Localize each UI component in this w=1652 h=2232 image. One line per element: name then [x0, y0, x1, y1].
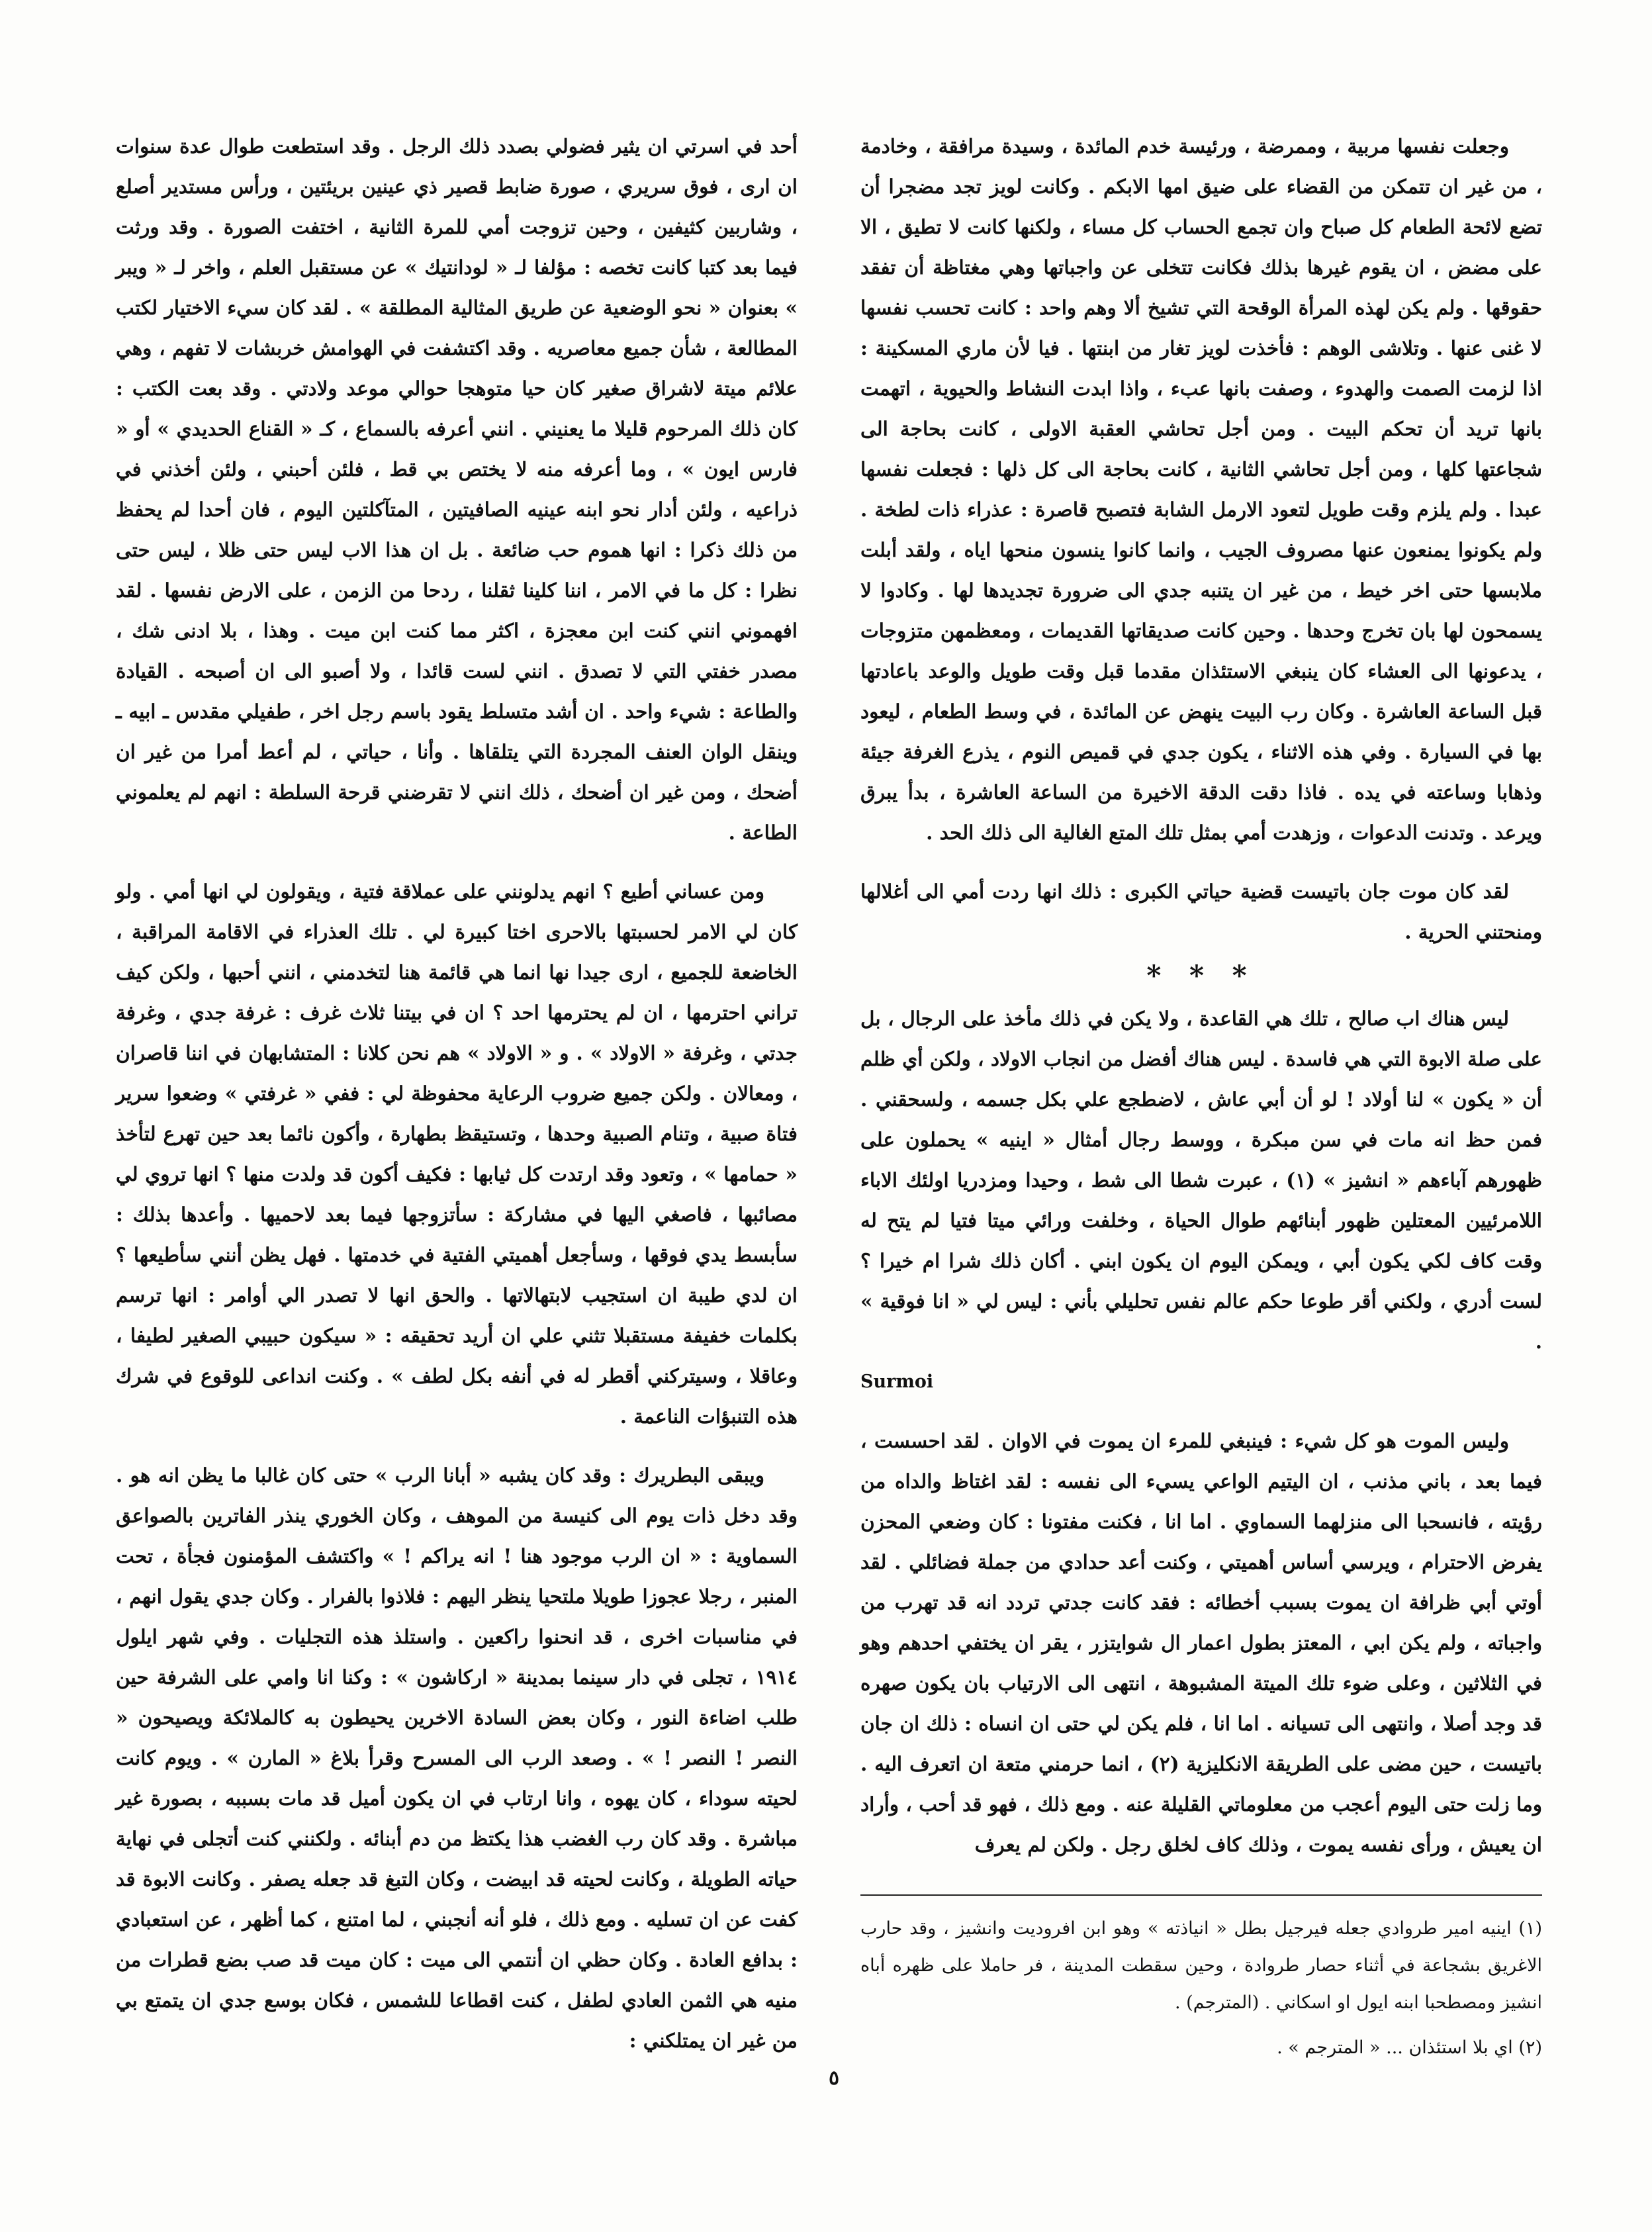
section-break-stars: * * *: [1146, 959, 1256, 992]
paragraph: وجعلت نفسها مربية ، وممرضة ، ورئيسة خدم المائدة ، وسيدة مرافقة ، وخادمة ، من غير ان تتمكن من القضاء على ضيق امها الابكم . وكانت لويز تجد مضجرا أن تضع لائحة الطعام كل صباح وان تجمع الحساب كل مساء ، ولكنها كانت لا تطيق ، الا على مضض ، ان يقوم غيرها بذلك فكانت تتخلى عن واجباتها وهي مغتاظة أن تفقد حقوقها . ولم يكن لهذه المرأة الوقحة التي تشيخ ألا وهم واحد : كانت تحسب نفسها لا غنى عنها . وتلاشى الوهم : فأخذت لويز تغار من ابنتها . فيا لأن ماري المسكينة : اذا لزمت الصمت والهدوء ، وصفت بانها عبء ، واذا ابدت النشاط والحيوية ، اتهمت بانها تريد أن تحكم البيت . ومن أجل تحاشي العقبة الاولى ، كانت بحاجة الى شجاعتها كلها ، ومن أجل تحاشي الثانية ، كانت بحاجة الى كل ذلها : فجعلت نفسها عبدا . ولم يلزم وقت طويل لتعود الارمل الشابة فتصبح قاصرة : عذراء ذات لطخة . ولم يكونوا يمنعون عنها مصروف الجيب ، وانما كانوا ينسون منحها اياه ، ولقد أبلت ملابسها حتى اخر خيط ، من غير ان يتنبه جدي الى ضرورة تجديدها لها . وكادوا لا يسمحون لها بان تخرج وحدها . وحين كانت صديقاتها القديمات ، ومعظمهن متزوجات ، يدعونها الى العشاء كان ينبغي الاستئذان مقدما قبل وقت طويل والوعد باعادتها قبل الساعة العاشرة . وكان رب البيت ينهض عن المائدة ، في وسط الطعام ، ليعود بها في السيارة . وفي هذه الاثناء ، يكون جدي في قميص النوم ، يذرع الغرفة جيئة وذهابا وساعته في يده . فاذا دقت الدقة الاخيرة من الساعة العاشرة ، بدأ يبرق ويرعد . وتدنت الدعوات ، وزهدت أمي بمثل تلك المتع الغالية الى ذلك الحد .: [860, 134, 1542, 844]
left-text-column: [116, 126, 798, 2061]
paragraph: لقد كان موت جان باتيست قضية حياتي الكبرى : ذلك انها ردت أمي الى أغلالها ومنحتني الحرية .: [860, 880, 1542, 943]
paragraph: ومن عساني أطيع ؟ انهم يدلونني على عملاقة فتية ، ويقولون لي انها أمي . ولو كان لي الامر لحسبتها بالاحرى اختا كبيرة لي . تلك العذراء في الاقامة المراقبة ، الخاضعة للجميع ، ارى جيدا نها انما هي قائمة هنا لتخدمني ، انني أحبها ، ولكن كيف تراني احترمها ، ان لم يحترمها احد ؟ ان في بيتنا ثلاث غرف : غرفة جدي ، وغرفة جدتي ، وغرفة « الاولاد » . و « الاولاد » هم نحن كلانا : المتشابهان في اننا قاصران ، ومعالان . ولكن جميع ضروب الرعاية محفوظة لي : ففي « غرفتي » وضعوا سرير فتاة صبية ، وتنام الصبية وحدها ، وتستيقظ بطهارة ، وأكون نائما بعد حين تهرع لتأخذ « حمامها » ، وتعود وقد ارتدت كل ثيابها : فكيف أكون قد ولدت منها ؟ انها تروي لي مصائبها ، فاصغي اليها في مشاركة : سأتزوجها فيما بعد لاحميها . وأعدها بذلك : سأبسط يدي فوقها ، وسأجعل أهميتي الفتية في خدمتها . فهل يظن أنني سأطيعها ؟ ان لدي طيبة ان استجيب لابتهالاتها . والحق انها لا تصدر الي أوامر : انها ترسم بكلمات خفيفة مستقبلا تثني علي ان أريد تحقيقه : « سيكون حبيبي الصغير لطيفا ، وعاقلا ، وسيتركني أقطر له في أنفه بكل لطف » . وكنت انداعى للوقوع في شرك هذه التنبؤات الناعمة .: [116, 880, 798, 1428]
footnotes: [860, 1894, 1542, 2067]
paragraph: ليس هناك اب صالح ، تلك هي القاعدة ، ولا يكن في ذلك مأخذ على الرجال ، بل على صلة الابوة التي هي فاسدة . ليس هناك أفضل من انجاب الاولاد ، ولكن أي ظلم أن « يكون » لنا أولاد ! لو أن أبي عاش ، لاضطجع علي بكل جسمه ، ولسحقني . فمن حظ انه مات في سن مبكرة ، ووسط رجال أمثال « اينيه » يحملون على ظهورهم آباءهم « انشيز » (١) ، عبرت شطا الى شط ، وحيدا ومزدريا اولئك الاباء اللامرئيين المعتلين ظهور أبنائهم طوال الحياة ، وخلفت ورائي ميتا فتيا لم يتح له وقت كاف لكي يكون أبي ، ويمكن اليوم ان يكون ابني . أكان ذلك شرا ام خيرا ؟ لست أدري ، ولكني أقر طوعا حكم عالم نفس تحليلي بأني : ليس لي « انا فوقية » .: [860, 1007, 1542, 1353]
latin-term: Surmoi: [860, 1372, 934, 1392]
paragraph: ويبقى البطريرك : وقد كان يشبه « أبانا الرب » حتى كان غالبا ما يظن انه هو . وقد دخل ذات يوم الى كنيسة من الموهف ، وكان الخوري ينذر الفاترين بالصواعق السماوية : « ان الرب موجود هنا ! انه يراكم ! » واكتشف المؤمنون فجأة ، تحت المنبر ، رجلا عجوزا طويلا ملتحيا ينظر اليهم : فلاذوا بالفرار . وكان جدي يقول انهم ، في مناسبات اخرى ، قد انحنوا راكعين . واستلذ هذه التجليات . وفي شهر ايلول ١٩١٤ ، تجلى في دار سينما بمدينة « اركاشون » : وكنا انا وامي على الشرفة حين طلب اضاءة النور ، وكان بعض السادة الاخرين يحيطون به كالملائكة ويصيحون « النصر ! النصر ! » . وصعد الرب الى المسرح وقرأ بلاغ « المارن » . ويوم كانت لحيته سوداء ، كان يهوه ، وانا ارتاب في ان يكون أميل قد مات بسببه ، بصورة غير مباشرة . وقد كان رب الغضب هذا يكتظ من دم أبنائه . ولكنني كنت أتجلى في نهاية حياته الطويلة ، وكانت لحيته قد ابيضت ، وكان التبغ قد جعله يصفر . وكانت الابوة قد كفت عن ان تسليه . ومع ذلك ، فلو أنه أنجبني ، لما امتنع ، كما أظهر ، عن استعبادي : بدافع العادة . وكان حظي ان أنتمي الى ميت : كان ميت قد صب بضع قطرات من منيه هي الثمن العادي لطفل ، كنت اقطاعا للشمس ، فكان بوسع جدي ان يتمتع بي من غير ان يمتلكني :: [116, 1464, 798, 2052]
right-text-column: [860, 126, 1542, 1865]
page-number: ٥: [828, 2067, 840, 2090]
footnote-2: (٢) اي بلا استئذان ... « المترجم » .: [1277, 2037, 1542, 2058]
paragraph: وليس الموت هو كل شيء : فينبغي للمرء ان يموت في الاوان . لقد احسست ، فيما بعد ، باني مذنب ، ان اليتيم الواعي يسيء الى نفسه : لقد اغتاظ والداه من رؤيته ، فانسحبا الى منزلهما السماوي . اما انا ، فكنت مفتونا : كان وضعي المحزن يفرض الاحترام ، ويرسي أساس أهميتي ، وكنت أعد حدادي من جملة فضائلي . لقد أوتي أبي ظرافة ان يموت بسبب أخطائه : فقد كانت جدتي تردد انه قد تهرب من واجباته ، ولم يكن ابي ، المعتز بطول اعمار ال شوايتزر ، يقر ان يختفي احدهم وهو في الثلاثين ، وعلى ضوء تلك الميتة المشبوهة ، انتهى الى الارتياب بان يكون صهره قد وجد أصلا ، وانتهى الى تسيانه . اما انا ، فلم يكن لي حتى ان انساه : ذلك ان جان باتيست ، حين مضى على الطريقة الانكليزية (٢) ، انما حرمني متعة ان اتعرف اليه . وما زلت حتى اليوم أعجب من معلوماتي القليلة عنه . ومع ذلك ، فهو قد أحب ، وأراد ان يعيش ، ورأى نفسه يموت ، وذلك كاف لخلق رجل . ولكن لم يعرف: [860, 1429, 1542, 1856]
footnote-1: (١) اينيه امير طروادي جعله فيرجيل بطل « انياذته » وهو ابن افروديت وانشيز ، وقد حارب الاغريق بشجاعة في أثناء حصار طروادة ، وحين سقطت المدينة ، فر حاملا على ظهره أباه انشيز ومصطحبا ابنه ايول او اسكاني . (المترجم) .: [860, 1918, 1542, 2013]
paragraph: أحد في اسرتي ان يثير فضولي بصدد ذلك الرجل . وقد استطعت طوال عدة سنوات ان ارى ، فوق سريري ، صورة ضابط قصير ذي عينين بريئتين ، ورأس مستدير أصلع ، وشاربين كثيفين ، وحين تزوجت أمي للمرة الثانية ، اختفت الصورة . وقد ورثت فيما بعد كتبا كانت تخصه : مؤلفا لـ « لودانتيك » عن مستقبل العلم ، واخر لـ « ويبر » بعنوان « نحو الوضعية عن طريق المثالية المطلقة » . لقد كان سيء الاختيار لكتب المطالعة ، شأن جميع معاصريه . وقد اكتشفت في الهوامش خربشات لا تفهم ، وهي علائم ميتة لاشراق صغير كان حيا متوهجا حوالي موعد ولادتي . وقد بعت الكتب : كان ذلك المرحوم قليلا ما يعنيني . انني أعرفه بالسماع ، كـ « القناع الحديدي » أو « فارس ايون » ، وما أعرفه منه لا يختص بي قط ، فلئن أحبني ، ولئن أخذني في ذراعيه ، ولئن أدار نحو ابنه عينيه الصافيتين ، المتآكلتين اليوم ، فان أحدا لم يحفظ من ذلك ذكرا : انها هموم حب ضائعة . بل ان هذا الاب ليس حتى ظلا ، ليس حتى نظرا : كل ما في الامر ، اننا كلينا ثقلنا ، ردحا من الزمن ، على الارض نفسها . لقد افهموني انني كنت ابن معجزة ، اكثر مما كنت ابن ميت . وهذا ، بلا ادنى شك ، مصدر خفتي التي لا تصدق . انني لست قائدا ، ولا أصبو الى ان أصبحه . القيادة والطاعة : شيء واحد . ان أشد متسلط يقود باسم رجل اخر ، طفيلي مقدس ـ ابيه ـ وينقل الوان العنف المجردة التي يتلقاها . وأنا ، حياتي ، لم أعط أمرا من غير ان أضحك ، ومن غير ان أضحك ، ذلك انني لا تقرضني قرحة السلطة : انهم لم يعلموني الطاعة .: [116, 134, 798, 844]
